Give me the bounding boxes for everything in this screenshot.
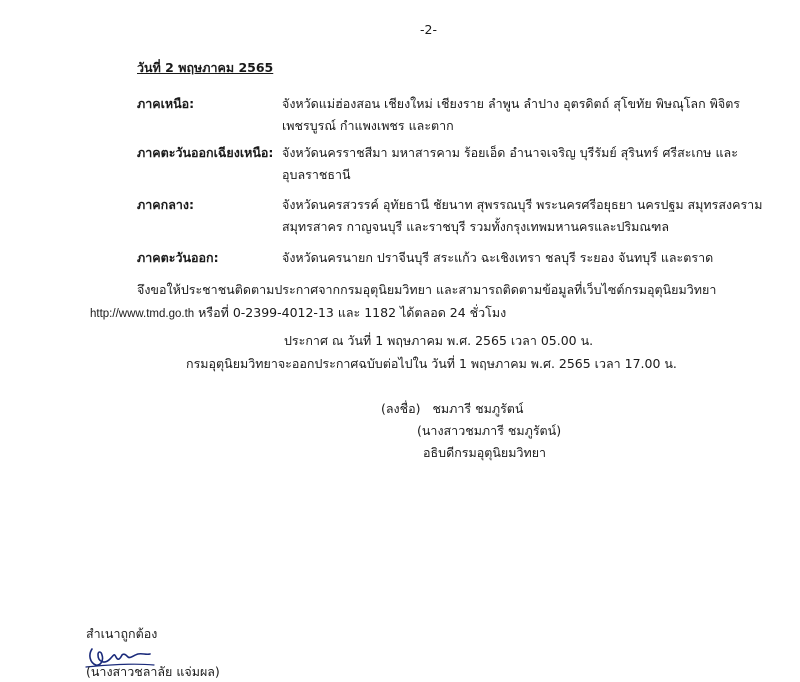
- region-label-north: ภาคเหนือ:: [137, 96, 195, 111]
- tmd-website-link[interactable]: http://www.tmd.go.th: [90, 308, 195, 320]
- signer-full-name: (นางสาวชมภารี ชมภูรัตน์): [417, 423, 562, 438]
- region-text-east-line1: จังหวัดนครนายก ปราจีนบุรี สระแก้ว ฉะเชิงเทรา ชลบุรี ระยอง จันทบุรี และตราด: [282, 250, 714, 265]
- region-text-central-line2: สมุทรสาคร กาญจนบุรี และราชบุรี รวมทั้งกรุงเทพมหานครและปริมณฑล: [282, 219, 670, 234]
- region-text-north-line2: เพชรบูรณ์ กำแพงเพชร และตาก: [282, 118, 454, 133]
- signature-line: [381, 401, 523, 416]
- page-number: -2-: [420, 22, 437, 37]
- region-text-north-line1: จังหวัดแม่ฮ่องสอน เชียงใหม่ เชียงราย ลำพูน ลำปาง อุตรดิตถ์ สุโขทัย พิษณุโลก พิจิตร: [282, 96, 741, 111]
- notice-line1: จึงขอให้ประชาชนติดตามประกาศจากกรมอุตุนิยมวิทยา และสามารถติดตามข้อมูลที่เว็บไซต์กรมอุตุนิยมวิทยา: [137, 282, 717, 297]
- region-text-northeast-line1: จังหวัดนครราชสีมา มหาสารคาม ร้อยเอ็ด อำนาจเจริญ บุรีรัมย์ สุรินทร์ ศรีสะเกษ และ: [282, 145, 738, 160]
- region-text-central-line1: จังหวัดนครสวรรค์ อุทัยธานี ชัยนาท สุพรรณบุรี พระนครศรีอยุธยา นครปฐม สมุทรสงคราม: [282, 197, 763, 212]
- region-label-northeast: ภาคตะวันออกเฉียงเหนือ:: [137, 145, 274, 160]
- date-heading: วันที่ 2 พฤษภาคม 2565: [137, 60, 274, 75]
- region-text-northeast-line2: อุบลราชธานี: [282, 167, 351, 182]
- certified-name: (นางสาวชลาลัย แจ่มผล): [86, 664, 220, 679]
- region-label-east: ภาคตะวันออก:: [137, 250, 219, 265]
- signed-name: ชมภารี ชมภูรัตน์: [432, 401, 524, 416]
- notice-line2: [90, 305, 506, 322]
- signed-prefix: (ลงชื่อ): [381, 401, 421, 416]
- region-label-central: ภาคกลาง:: [137, 197, 194, 212]
- signer-title: อธิบดีกรมอุตุนิยมวิทยา: [423, 445, 547, 460]
- announced-datetime: ประกาศ ณ วันที่ 1 พฤษภาคม พ.ศ. 2565 เวลา 05.00 น.: [284, 333, 594, 348]
- next-notice-datetime: กรมอุตุนิยมวิทยาจะออกประกาศฉบับต่อไปใน วันที่ 1 พฤษภาคม พ.ศ. 2565 เวลา 17.00 น.: [186, 356, 677, 371]
- certified-label: สำเนาถูกต้อง: [86, 626, 158, 641]
- notice-phone-text: หรือที่ 0-2399-4012-13 และ 1182 ได้ตลอด 24 ชั่วโมง: [194, 305, 507, 320]
